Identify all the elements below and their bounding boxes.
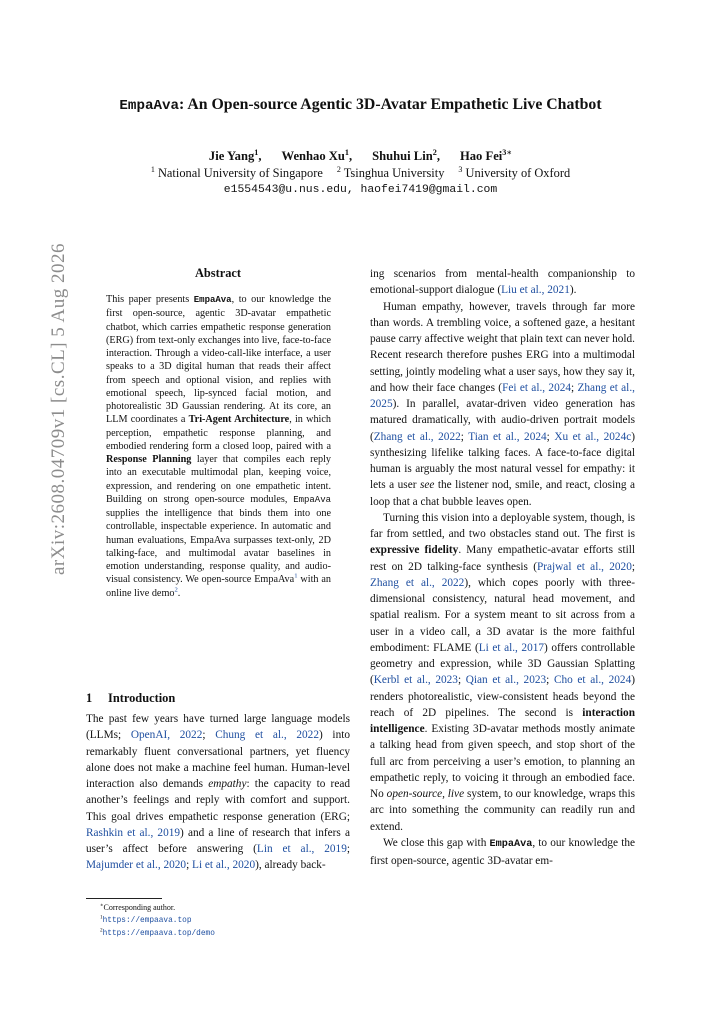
emphasis-bold: interaction intelligence [370, 706, 635, 735]
affil-mark: 3 [458, 164, 463, 174]
system-name: EmpaAva [293, 494, 331, 505]
footnote-url-link[interactable]: https://empaava.top [102, 916, 192, 925]
author-affil-mark: 1 [254, 147, 259, 157]
author-affil-mark: 2 [432, 147, 437, 157]
emphasis-bold: expressive fidelity [370, 544, 459, 557]
footnote-corresponding: ∗Corresponding author. [100, 902, 176, 912]
abstract-body: This paper presents EmpaAva, to our knowledge the first open-source, agentic 3D-avatar empathetic chatbot, which carries empathetic response generation (ERG) from text-only exchanges into live, face-to-face interaction. Through a video-call-like interface, a user speaks to a 3D digital human that reads their affect from speech and optional vision, and replies with emotional speech, lip-synced facial motion, and photorealistic 3D Gaussian rendering. At its core, an LLM coordinates a Tri-Agent Architecture, in which perception, empathetic response planning, and embodied rendering form a closed loop, paired with a Response Planning layer that compiles each reply into an executable multimodal plan, keeping voice, expression, and rendering on one empathetic intent. Building on strong open-source modules, EmpaAva supplies the intelligence that binds them into one controllable, inspectable experience. In automatic and human evaluations, EmpaAva surpasses text-only, 2D talking-face, and multimodal avatar baselines in emotion understanding, response quality, and audio-visual consistency. We open-source EmpaAva$^1$ with an online live demo$^2$. [106, 294, 331, 599]
citation-link[interactable]: Li et al., 2017 [478, 641, 545, 654]
footnote-link[interactable]: 2 [174, 586, 178, 594]
title-system-name: EmpaAva [119, 98, 180, 114]
title-text: : An Open-source Agentic 3D-Avatar Empathetic Live Chatbot [179, 96, 602, 113]
affil-mark: 1 [150, 164, 155, 174]
system-name: EmpaAva [489, 838, 533, 850]
system-name: EmpaAva [193, 295, 232, 305]
footnote-url-link[interactable]: https://empaava.top/demo [102, 930, 215, 938]
citation-link[interactable]: Qian et al., 2023 [465, 674, 547, 687]
paragraph: ing scenarios from mental-health companionship to emotional-support dialogue (Liu et al., 2021). [370, 268, 635, 297]
footnote-1: $^1$https://empaava.top [100, 913, 192, 925]
citation-link[interactable]: Xu et al., 2024c [554, 430, 632, 443]
citation-link[interactable]: OpenAI, 2022 [130, 729, 203, 742]
arxiv-identifier-stamp: arXiv:2608.04709v1 [cs.CL] 5 Aug 2026 [48, 243, 69, 575]
author-name: Shuhui Lin [372, 149, 433, 163]
author-name: Jie Yang [208, 149, 255, 163]
author-affil-mark: 1 [344, 147, 349, 157]
citation-link[interactable]: Tian et al., 2024 [468, 430, 547, 443]
affiliation-name: Tsinghua University [343, 166, 445, 180]
author-emails: e1554543@u.nus.edu, haofei7419@gmail.com [223, 184, 498, 196]
citation-link[interactable]: Prajwal et al., 2020 [536, 560, 632, 573]
citation-link[interactable]: Zhang et al., 2022 [373, 430, 461, 443]
citation-link[interactable]: Fei et al., 2024 [502, 381, 572, 394]
footnote-link[interactable]: 1 [294, 572, 298, 580]
emphasis-italic: open-source, live [386, 788, 465, 800]
emphasis-bold: Response Planning [106, 454, 192, 465]
section-heading-introduction [86, 691, 175, 706]
citation-link[interactable]: Cho et al., 2024 [553, 674, 632, 687]
footnote-2: $^2$https://empaava.top/demo [100, 927, 215, 938]
affiliation-name: National University of Singapore [157, 166, 323, 180]
paper-title [0, 96, 721, 114]
citation-link[interactable]: Zhang et al., 2025 [370, 381, 635, 410]
citation-link[interactable]: Lin et al., 2019 [256, 843, 347, 855]
author-list: Jie Yang$^1$, Wenhao Xu$^1$, Shuhui Lin$^2$, Hao Fei$^{3∗}$ [208, 147, 513, 163]
section-number: 1 [86, 691, 93, 705]
paragraph: Human empathy, however, travels through far more than words. A trembling voice, a softened gaze, a hesitant pause carry affective weight that plain text can never hold. Recent research therefore pushes ERG into a multimodal setting, jointly modeling what a user says, how they say it, and how their face changes (Fei et al., 2024; Zhang et al., 2025). In parallel, avatar-driven video generation has matured dramatically, with audio-driven portrait models (Zhang et al., 2022; Tian et al., 2024; Xu et al., 2024c) synthesizing lifelike talking faces. A face-to-face digital human is arguably the most natural vessel for empathy: it lets a user see the listener nod, smile, and react, closing a loop that a chat bubble leaves open. [370, 300, 636, 508]
author-name: Hao Fei [459, 149, 503, 163]
footnote-rule [86, 898, 162, 899]
affiliation-list [0, 166, 721, 181]
introduction-body-right [370, 266, 635, 869]
emphasis-italic: see [419, 479, 435, 492]
emphasis-bold: Tri-Agent Architecture [188, 414, 290, 426]
author-name: Wenhao Xu [281, 149, 345, 163]
section-title: Introduction [108, 691, 176, 705]
citation-link[interactable]: Zhang et al., 2022 [370, 576, 465, 589]
paragraph: We close this gap with EmpaAva, to our knowledge the first open-source, agentic 3D-avatar em- [370, 836, 635, 867]
abstract-heading: Abstract [194, 266, 242, 280]
author-affil-mark: 3∗ [502, 147, 513, 157]
citation-link[interactable]: Kerbl et al., 2023 [373, 674, 458, 687]
affil-mark: 2 [336, 164, 341, 174]
emphasis-italic: empathy [208, 778, 247, 790]
footnotes [100, 902, 215, 941]
citation-link[interactable]: Li et al., 2020 [192, 859, 256, 872]
citation-link[interactable]: Chung et al., 2022 [215, 729, 319, 742]
introduction-body-left: The past few years have turned large language models (LLMs; OpenAI, 2022; Chung et al., 2022) into remarkably fluent conversational partners, yet fluency alone does not make a machine feel human. Human-level interaction also demands empathy: the capacity to read another’s feelings and reply with comfort and support. This goal drives empathetic response generation (ERG; Rashkin et al., 2019) and a line of research that infers a user’s affect before answering (Lin et al., 2019; Majumder et al., 2020; Li et al., 2020), already back- [86, 713, 350, 872]
citation-link[interactable]: Rashkin et al., 2019 [86, 826, 181, 839]
paragraph: Turning this vision into a deployable system, though, is far from settled, and two obstacles stand out. The first is expressive fidelity. Many empathetic-avatar efforts still rest on 2D talking-face synthesis (Prajwal et al., 2020; Zhang et al., 2022), which copes poorly with three-dimensional consistency, natural head movement, and spatial realism. For a system meant to sit across from a user in a video call, a 3D avatar is the more faithful embodiment: FLAME (Li et al., 2017) offers controllable geometry and expression, while 3D Gaussian Splatting (Kerbl et al., 2023; Qian et al., 2023; Cho et al., 2024) renders photorealistic, view-consistent heads beyond the reach of 2D pipelines. The second is interaction intelligence. Existing 3D-avatar methods mostly animate a talking head from given speech, and stop short of the full arc from perceiving a user’s emotion, to planning an empathetic reply, to voicing it through an embodied face. No open-source, live system, to our knowledge, wraps this arc into something the community can readily run and extend. [370, 511, 635, 833]
affiliation-name: University of Oxford [465, 166, 571, 180]
citation-link[interactable]: Majumder et al., 2020 [86, 859, 187, 872]
citation-link[interactable]: Liu et al., 2021 [501, 284, 570, 297]
